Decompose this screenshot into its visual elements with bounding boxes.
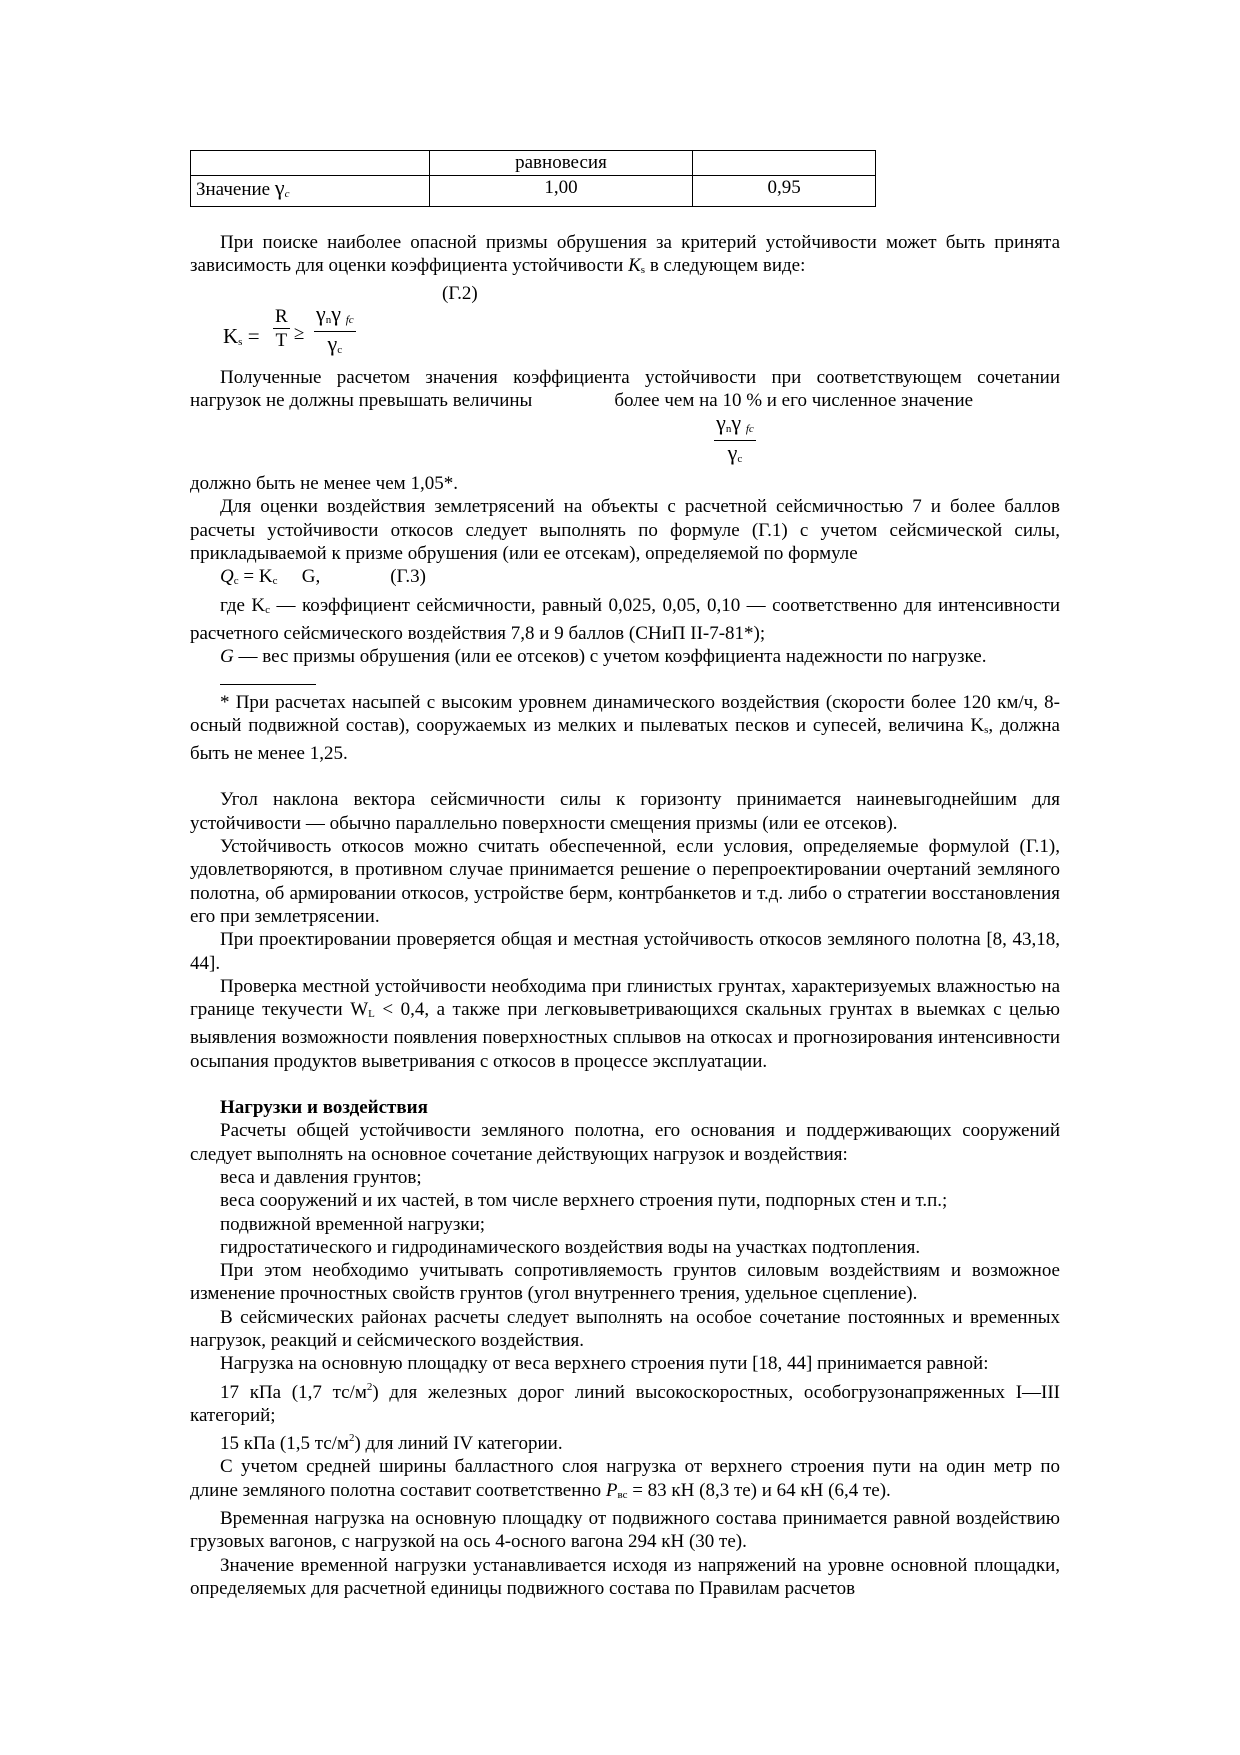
- symbol: γ: [731, 410, 742, 436]
- text: = K: [238, 566, 273, 588]
- symbol: γ: [727, 440, 738, 466]
- subscript: s: [984, 723, 989, 736]
- subscript: n: [725, 423, 732, 436]
- subscript: fc: [345, 313, 354, 326]
- formula-lhs: [223, 324, 260, 349]
- section-heading: Нагрузки и воздействия: [220, 1097, 428, 1119]
- denominator: T: [275, 329, 288, 351]
- paragraph: Для оценки воздействия землетрясений на объекты с расчетной сейсмичностью 7 и более баллов расчеты устойчивости откосов следует выполнять по формуле (Г.1) с учетом сейсмической силы, прикладываемой к призме обрушения (или ее отсекам), определяемой по формуле: [190, 496, 1060, 565]
- table-cell: равновесия: [429, 151, 693, 176]
- numerator: R: [275, 305, 288, 327]
- text: , должна быть не менее 1,25.: [190, 714, 1060, 765]
- paragraph: должно быть не менее чем 1,05*.: [190, 473, 458, 495]
- variable: K: [628, 255, 641, 277]
- superscript: 2: [348, 1432, 355, 1445]
- paragraph: [190, 1427, 1060, 1455]
- footnote-rule: [190, 669, 1060, 691]
- paragraph: Значение временной нагрузки устанавливается исходя из напряжений на уровне основной площадки, определяемых для расчетной единицы подвижного состава по Правилам расчетов: [190, 1554, 1060, 1599]
- list-item: подвижной временной нагрузки;: [220, 1213, 486, 1235]
- subscript: L: [368, 1008, 375, 1021]
- paragraph: [190, 975, 1060, 1073]
- text: Проверка местной устойчивости необходима при глинистых грунтах, характеризуемых влажностью на границе текучести W: [190, 975, 1060, 1021]
- paragraph: Угол наклона вектора сейсмичности силы к горизонту принимается наиневыгоднейшим для устойчивости — обычно параллельно поверхности смещения призмы (или ее отсеков).: [190, 789, 1060, 834]
- subscript: c: [737, 453, 743, 466]
- formula-number: (Г.3): [390, 566, 426, 588]
- paragraph: Нагрузка на основную площадку от веса верхнего строения пути [18, 44] принимается равной:: [220, 1353, 989, 1375]
- subscript: c: [337, 343, 343, 356]
- subscript: s: [640, 264, 646, 277]
- superscript: 2: [366, 1380, 373, 1393]
- formula-gamma-ratio: [190, 412, 1060, 472]
- table-cell: [693, 151, 876, 176]
- subscript: n: [325, 313, 332, 326]
- denominator: [714, 441, 756, 471]
- text: С учетом средней ширины балластного слоя нагрузка от верхнего строения пути на один метр по длине земляного полотна составит соответственно: [190, 1456, 1060, 1501]
- table-cell: 0,95: [693, 176, 876, 207]
- subscript: fc: [745, 423, 754, 436]
- text: * При расчетах насыпей с высоким уровнем динамического воздействия (скорости более 120 км/ч, 8-осный подвижной состав), сооружаемых из мелких и пылеватых песков и супесей, величина K: [190, 691, 1060, 736]
- list-item: веса сооружений и их частей, в том числе верхнего строения пути, подпорных стен и т.п.;: [220, 1190, 948, 1212]
- paragraph: При этом необходимо учитывать сопротивляемость грунтов силовым воздействиям и возможное изменение прочностных свойств грунтов (угол внутреннего трения, удельное сцепление).: [190, 1260, 1060, 1305]
- fraction-gamma: [314, 300, 356, 362]
- text: более чем на 10 % и его численное значение: [614, 389, 974, 411]
- symbol: γ: [327, 330, 338, 356]
- fraction-gamma: [714, 412, 756, 471]
- paragraph: [190, 645, 1060, 668]
- formula-number: (Г.2): [442, 282, 478, 304]
- symbol: K: [223, 323, 239, 348]
- subscript: c: [233, 575, 239, 588]
- coefficient-table: [190, 150, 876, 207]
- gamma-symbol: γ: [274, 175, 285, 200]
- subscript: вс: [617, 1488, 628, 1501]
- paragraph: [190, 1455, 1060, 1507]
- text: 17 кПа (1,7 тс/м: [220, 1381, 367, 1403]
- text: в следующем виде:: [649, 255, 806, 277]
- text: ) для железных дорог линий высокоскоростных, особогрузонапряженных I—III категорий;: [190, 1381, 1061, 1426]
- text: Полученные расчетом значения коэффициента устойчивости при соответствующем сочетании нагрузок не должны превышать величины: [190, 366, 1060, 411]
- paragraph: [190, 231, 1060, 283]
- paragraph: Расчеты общей устойчивости земляного полотна, его основания и поддерживающих сооружений следует выполнять на основное сочетание действующих нагрузок и воздействия:: [190, 1120, 1060, 1165]
- table-cell: [191, 151, 430, 176]
- gamma-subscript: c: [284, 188, 290, 200]
- document-page: [190, 150, 1060, 1600]
- ge-sign: ≥: [294, 322, 305, 344]
- symbol: Q: [220, 566, 234, 588]
- symbol: γ: [316, 300, 326, 326]
- formula-ks: [190, 300, 1060, 366]
- paragraph: Временная нагрузка на основную площадку от подвижного состава принимается равной воздействию грузовых вагонов, с нагрузкой на ось 4-осного вагона 294 кН (30 те).: [190, 1508, 1060, 1553]
- paragraph: [190, 594, 1060, 646]
- text: 15 кПа (1,5 тс/м: [220, 1433, 349, 1455]
- numerator: [714, 412, 756, 441]
- text: ⃞ G,: [277, 566, 321, 588]
- paragraph: В сейсмических районах расчеты следует выполнять на особое сочетание постоянных и временных нагрузок, реакций и сейсмического воздействия.: [190, 1306, 1060, 1351]
- text: — коэффициент сейсмичности, равный 0,025, 0,05, 0,10 — соответственно для интенсивности расчетного сейсмического воздействия 7,8 и 9 баллов (СНиП II-7-81*);: [190, 594, 1060, 644]
- fraction-r-t: [273, 306, 290, 353]
- text: — вес призмы обрушения (или ее отсеков) с учетом коэффициента надежности по нагрузке.: [233, 646, 987, 668]
- list-item: гидростатического и гидродинамического воздействия воды на участках подтопления.: [220, 1236, 921, 1258]
- symbol: γ: [716, 410, 726, 436]
- symbol: γ: [331, 300, 341, 326]
- denominator: [314, 332, 356, 362]
- table-row: [191, 176, 876, 207]
- table-cell: [191, 176, 430, 207]
- symbol: G: [220, 646, 234, 668]
- row-label: Значение: [196, 179, 275, 200]
- paragraph: Устойчивость откосов можно считать обеспеченной, если условия, определяемые формулой (Г.1), удовлетворяются, в противном случае принимается решение о перепроектировании очертаний земляного полотна, об армировании откосов, устройстве берм, контрбанкетов и т.д. либо о стратегии восстановления его при землетрясении.: [190, 836, 1060, 927]
- table-row: [191, 151, 876, 176]
- subscript: c: [265, 603, 271, 616]
- equals-sign: =: [247, 323, 260, 348]
- symbol: P: [605, 1479, 618, 1501]
- subscript: s: [238, 335, 243, 348]
- text: где K: [220, 594, 266, 616]
- footnote: [190, 691, 1060, 766]
- list-item: веса и давления грунтов;: [220, 1166, 422, 1188]
- table-cell: 1,00: [429, 176, 693, 207]
- text: ) для линий IV категории.: [354, 1433, 563, 1455]
- text: При поиске наиболее опасной призмы обрушения за критерий устойчивости может быть принята зависимость для оценки коэффициента устойчивости: [190, 232, 1060, 277]
- text: < 0,4, а также при легковыветривающихся скальных грунтах в выемках с целью выявления возможности появления поверхностных сплывов на откосах и прогнозирования интенсивности осыпания продуктов выветривания с откосов в процессе эксплуатации.: [190, 999, 1060, 1072]
- numerator: [314, 300, 356, 332]
- text: = 83 кН (8,3 те) и 64 кН (6,4 те).: [627, 1479, 891, 1501]
- formula-g3: [190, 565, 1060, 593]
- paragraph: При проектировании проверяется общая и местная устойчивость откосов земляного полотна [8, 43,18, 44].: [190, 929, 1060, 974]
- paragraph: [190, 1376, 1060, 1428]
- paragraph: [190, 366, 1060, 413]
- subscript: c: [272, 575, 278, 588]
